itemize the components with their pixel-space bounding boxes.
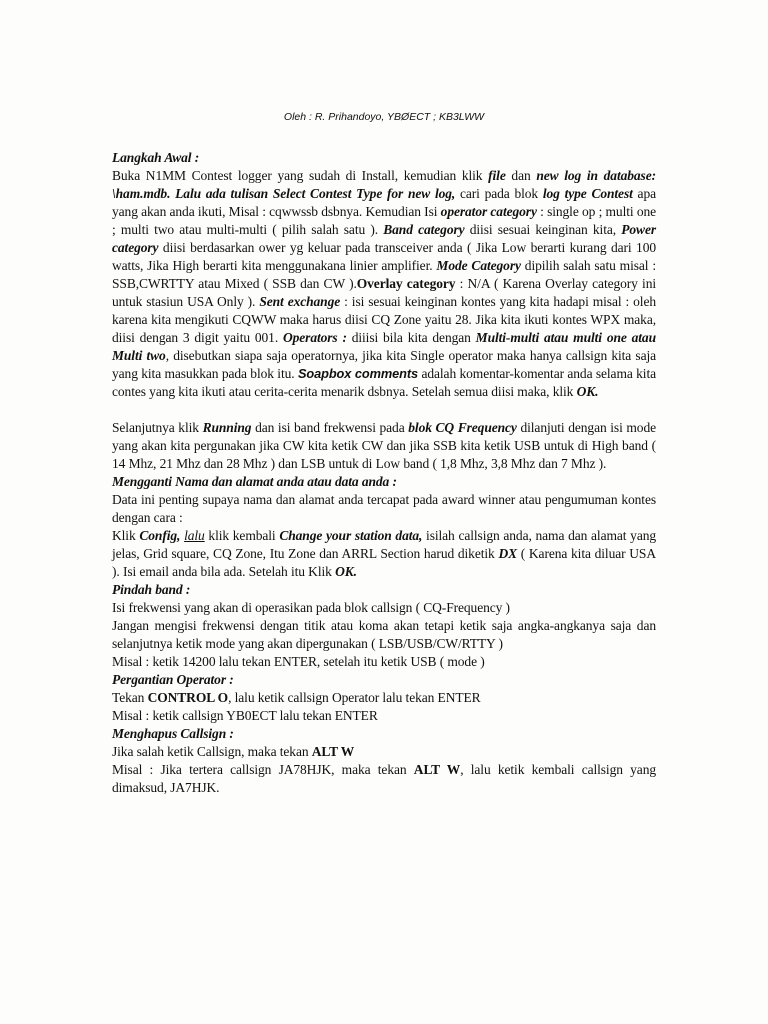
paragraph-klik-config: Klik Config, lalu klik kembali Change your station data, isilah callsign anda, nama dan alamat yang jelas, Grid square, CQ Zone, Itu Zone dan ARRL Section harud diketik DX ( Karena kita diluar USA ). Isi email anda bila ada. Setelah itu Klik OK. <box>112 528 657 579</box>
paragraph-langkah-awal: Buka N1MM Contest logger yang sudah di Install, kemudian klik file dan new log in database: \ham.mdb. Lalu ada tulisan Select Contest Type for new log, cari pada blok log type Contest apa yang akan anda ikuti, Misal : cqwwssb dsbnya. Kemudian Isi operator category : single op ; multi one ; multi two atau multi-multi ( pilih salah satu ). Band category diisi sesuai keinginan kita, Power category diisi berdasarkan ower yg keluar pada transceiver anda ( Jika Low berarti kurang dari 100 watts, Jika High berarti kita menggunakana linier amplifier. Mode Category dipilih salah satu misal : SSB,CWRTTY atau Mixed ( SSB dan CW ).Overlay category : N/A ( Karena Overlay category ini untuk stasiun USA Only ). Sent exchange : isi sesuai keinginan kontes yang kita hadapi misal : oleh karena kita mengikuti CQWW maka harus diisi CQ Zone yaitu 28. Jika kita ikuti kontes WPX maka, diisi dengan 3 digit yaitu 001. Operators : diiisi bila kita dengan Multi-multi atau multi one atau Multi two, disebutkan siapa saja operatornya, jika kita Single operator maka hanya callsign kita saja yang kita masukkan pada blok itu. Soapbox comments adalah komentar-komentar anda selama kita contes yang kita ikuti atau cerita-cerita menarik dsbnya. Setelah semua diisi maka, klik OK. <box>112 168 657 399</box>
line-tekan-control-o: Tekan CONTROL O, lalu ketik callsign Operator lalu tekan ENTER <box>112 690 481 705</box>
heading-pergantian-operator: Pergantian Operator : <box>112 672 234 687</box>
line-misal-14200: Misal : ketik 14200 lalu tekan ENTER, setelah itu ketik USB ( mode ) <box>112 654 485 669</box>
line-jangan-mengisi: Jangan mengisi frekwensi dengan titik atau koma akan tetapi ketik saja angka-angkanya saja dan selanjutnya ketik mode yang akan dipergunakan ( LSB/USB/CW/RTTY ) <box>112 618 656 651</box>
line-misal-ja78hjk: Misal : Jika tertera callsign JA78HJK, maka tekan ALT W, lalu ketik kembali callsign yang dimaksud, JA7HJK. <box>112 762 656 795</box>
heading-menghapus-callsign: Menghapus Callsign : <box>112 726 234 741</box>
heading-mengganti-nama: Mengganti Nama dan alamat anda atau data anda : <box>112 474 397 489</box>
line-isi-frekwensi: Isi frekwensi yang akan di operasikan pada blok callsign ( CQ-Frequency ) <box>112 600 510 615</box>
paragraph-data-penting: Data ini penting supaya nama dan alamat anda tercapat pada award winner atau pengumuman kontes dengan cara : <box>112 492 656 525</box>
line-misal-yb0ect: Misal : ketik callsign YB0ECT lalu tekan ENTER <box>112 708 378 723</box>
author-byline: Oleh : R. Prihandoyo, YBØECT ; KB3LWW <box>283 111 485 123</box>
line-salah-ketik: Jika salah ketik Callsign, maka tekan ALT W <box>112 744 355 759</box>
document-body <box>112 149 656 797</box>
heading-langkah-awal: Langkah Awal : <box>112 150 200 165</box>
paragraph-running: Selanjutnya klik Running dan isi band frekwensi pada blok CQ Frequency dilanjuti dengan isi mode yang akan kita pergunakan jika CW kita ketik CW dan jika SSB kita ketik USB untuk di High band ( 14 Mhz, 21 Mhz dan 28 Mhz ) dan LSB untuk di Low band ( 1,8 Mhz, 3,8 Mhz dan 7 Mhz ). <box>112 420 656 471</box>
heading-pindah-band: Pindah band : <box>112 582 191 597</box>
